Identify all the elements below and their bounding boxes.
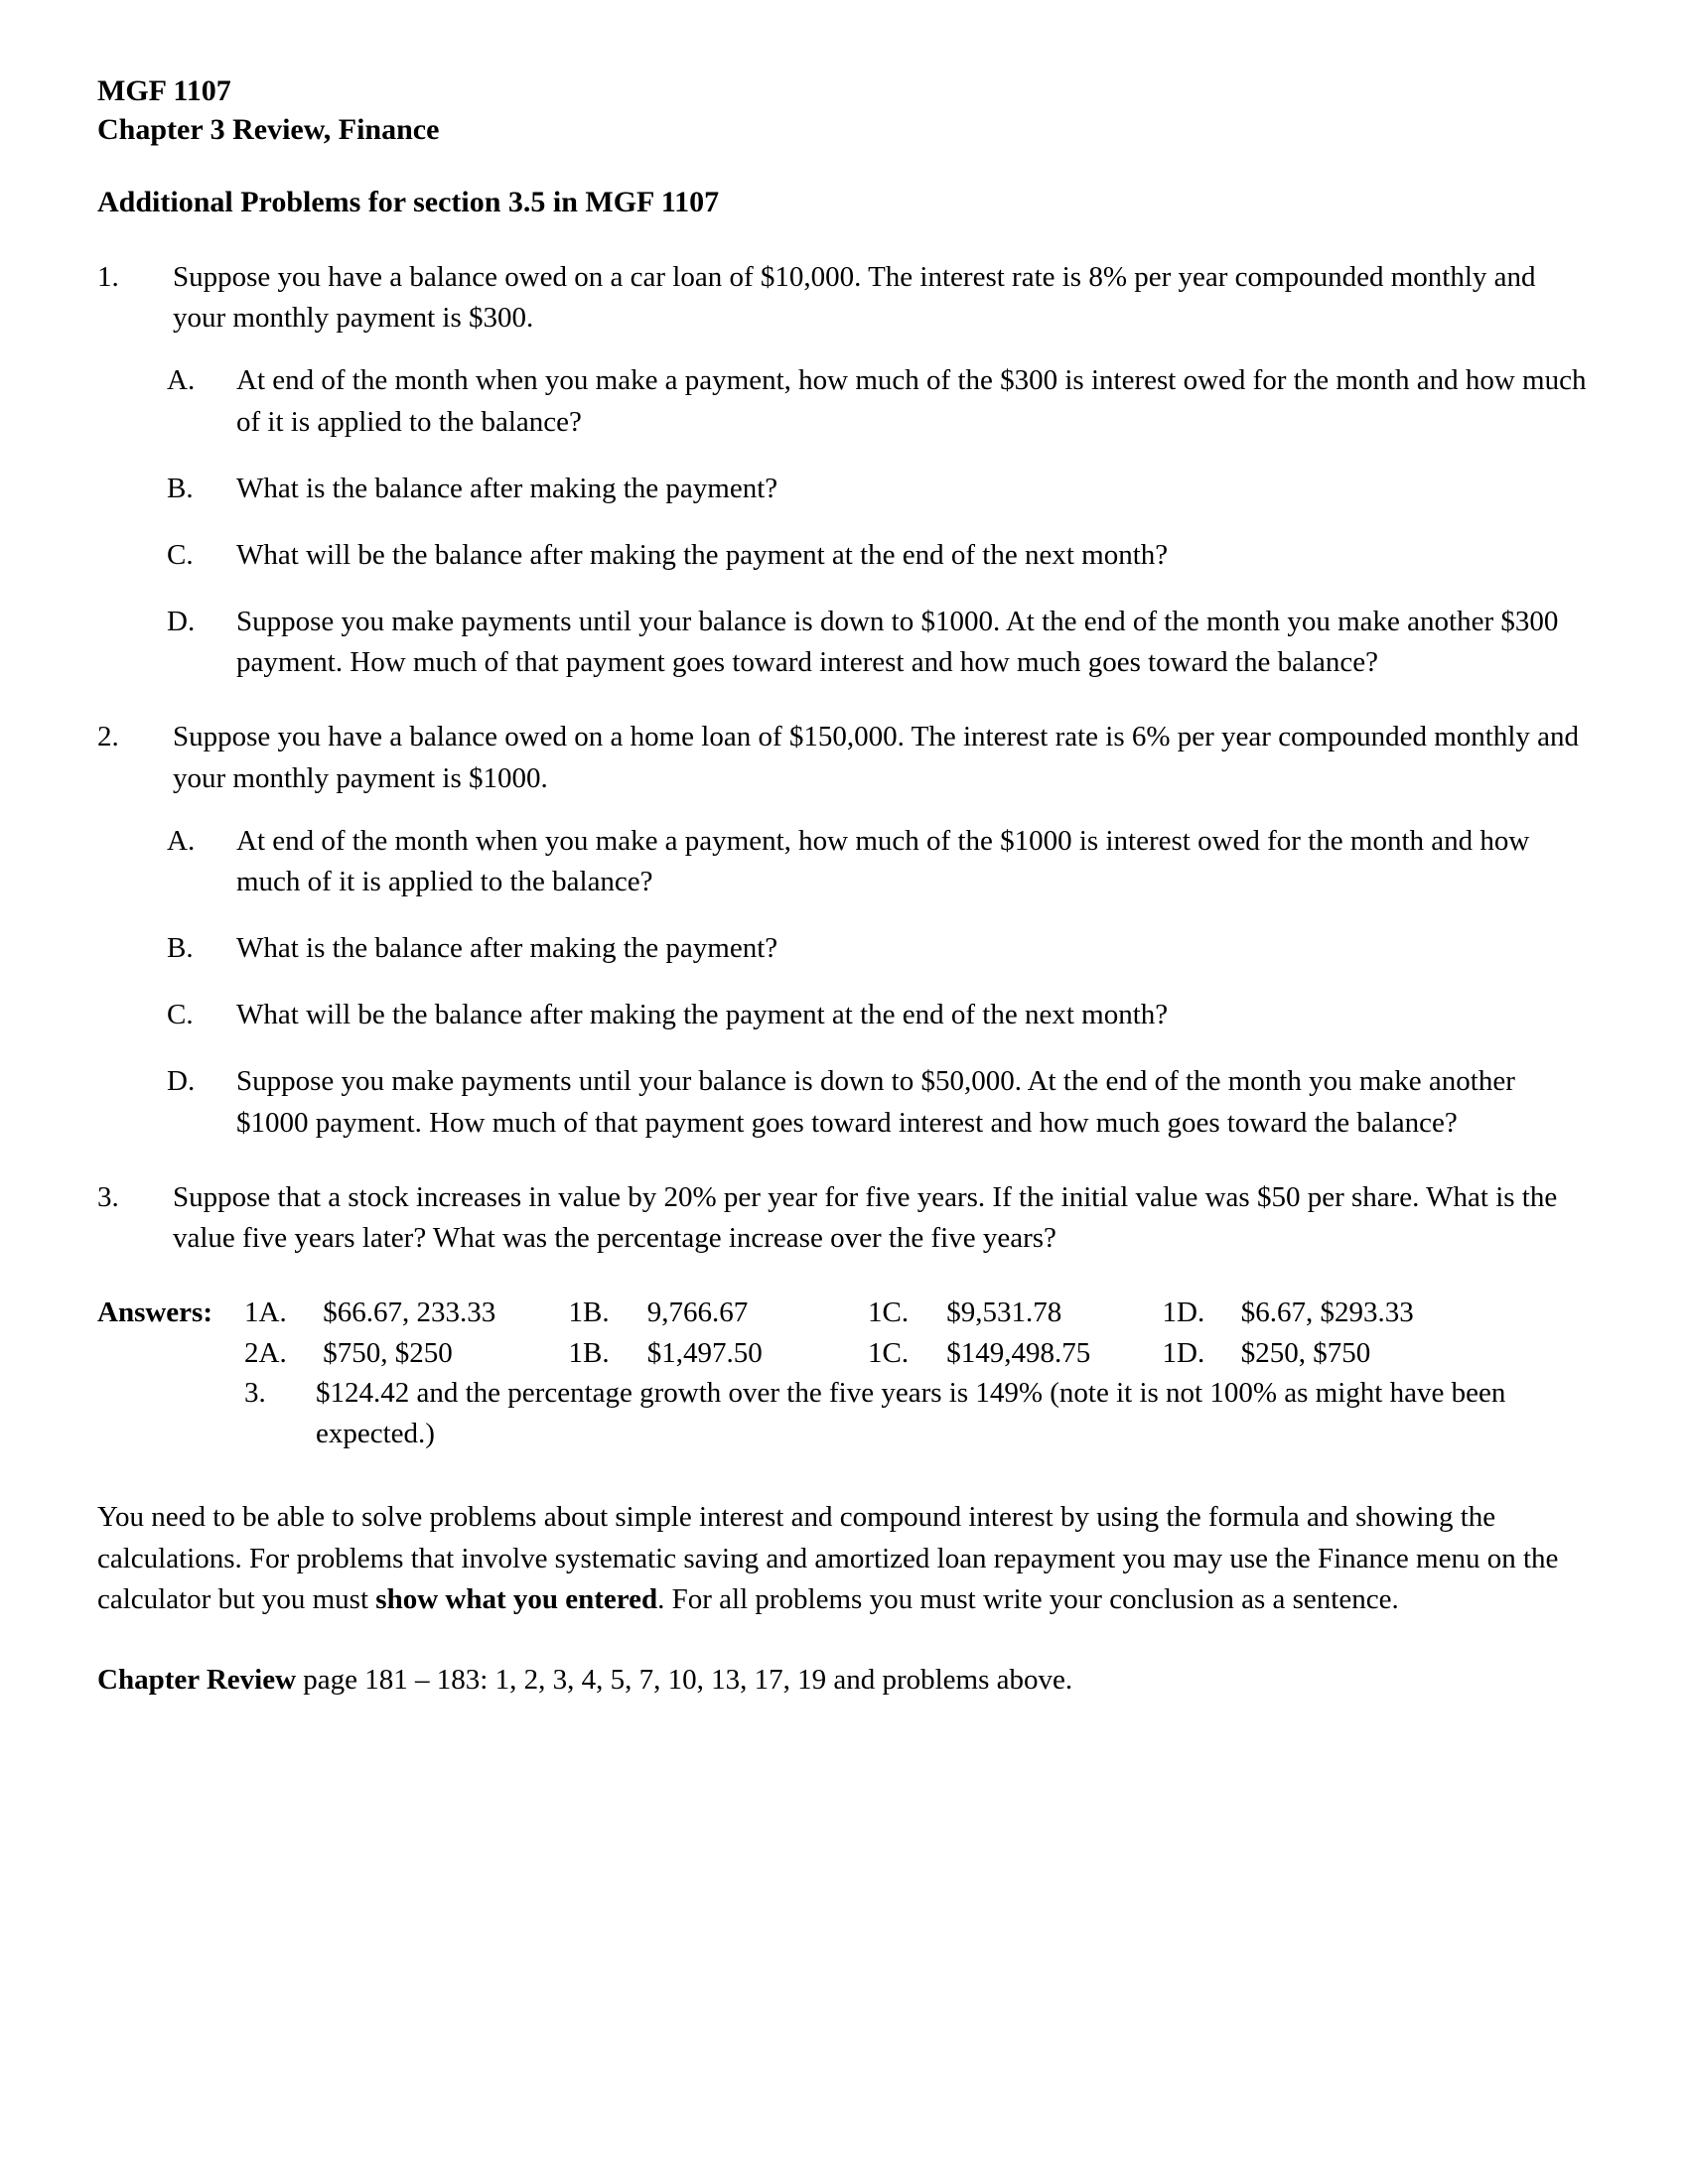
- section-heading: Additional Problems for section 3.5 in MGF 1107: [97, 186, 720, 218]
- answer-tag: 1C.: [868, 1336, 910, 1369]
- problem-1-item-b: [167, 469, 1589, 509]
- problem-text: Suppose you have a balance owed on a car loan of $10,000. The interest rate is 8% per year compounded monthly and your monthly payment is $300.: [173, 261, 1536, 335]
- problem-2-subitems: [97, 821, 1589, 1144]
- answers-block: [97, 1293, 1589, 1453]
- answers-label: Answers:: [97, 1297, 212, 1329]
- document-header: [97, 71, 1589, 149]
- problem-1-item-c: [167, 535, 1589, 576]
- subitem-letter: B.: [167, 932, 194, 965]
- subitem-text: At end of the month when you make a payment, how much of the $300 is interest owed for the month and how much of it is applied to the balance?: [236, 364, 1587, 438]
- chapter-review-lead: Chapter Review: [97, 1663, 297, 1696]
- problem-number: 2.: [97, 721, 119, 753]
- answer-tag: 3.: [244, 1377, 266, 1410]
- subitem-letter: D.: [167, 1065, 196, 1098]
- subitem-text: At end of the month when you make a payment, how much of the $1000 is interest owed for the month and how much of it is applied to the balance?: [236, 824, 1530, 897]
- closing-text-part2: . For all problems you must write your conclusion as a sentence.: [657, 1582, 1399, 1615]
- subitem-text: What is the balance after making the payment?: [236, 472, 778, 504]
- problem-1-item-a: [167, 360, 1589, 442]
- answer-tag: 1D.: [1162, 1297, 1205, 1329]
- answer-value: $9,531.78: [946, 1297, 1062, 1329]
- answers-row-1: [244, 1293, 1589, 1333]
- problem-2: [97, 717, 1589, 1143]
- chapter-review-rest: page 181 – 183: 1, 2, 3, 4, 5, 7, 10, 13, 17, 19 and problems above.: [296, 1663, 1073, 1696]
- answer-tag: 1B.: [568, 1336, 610, 1369]
- answer-tag: 1B.: [568, 1297, 610, 1329]
- problem-1-item-d: [167, 602, 1589, 683]
- problem-text: Suppose that a stock increases in value by 20% per year for five years. If the initial value was $50 per share. What is the value five years later? What was the percentage increase over the five years?: [173, 1180, 1558, 1254]
- answer-tag: 1A.: [244, 1297, 287, 1329]
- problem-2-item-d: [167, 1061, 1589, 1143]
- subitem-letter: A.: [167, 824, 196, 857]
- subitem-letter: C.: [167, 538, 194, 571]
- closing-text-part1: You need to be able to solve problems about simple interest and compound interest by using the formula and showing the calculations. For problems that involve systematic saving and amortized loan repayment you may use the Finance menu on the calculator but you must: [97, 1501, 1559, 1615]
- document-subtitle: Chapter 3 Review, Finance: [97, 113, 440, 146]
- course-code: MGF 1107: [97, 74, 231, 107]
- problem-2-item-c: [167, 995, 1589, 1035]
- closing-emphasis: show what you entered: [375, 1582, 658, 1615]
- answer-value: 9,766.67: [646, 1297, 749, 1329]
- problem-number: 3.: [97, 1180, 119, 1213]
- problem-2-item-b: [167, 928, 1589, 969]
- answer-tag: 1C.: [868, 1297, 910, 1329]
- answer-value: $1,497.50: [646, 1336, 763, 1369]
- problem-text: Suppose you have a balance owed on a home loan of $150,000. The interest rate is 6% per year compounded monthly and your monthly payment is $1000.: [173, 721, 1580, 794]
- subitem-text: Suppose you make payments until your balance is down to $1000. At the end of the month you make another $300 payment. How much of that payment goes toward interest and how much goes toward the balance?: [236, 606, 1559, 679]
- chapter-review-line: [97, 1660, 1589, 1701]
- subitem-text: What will be the balance after making the payment at the end of the next month?: [236, 999, 1169, 1031]
- answers-row-2: [244, 1333, 1589, 1374]
- answer-value: $124.42 and the percentage growth over the five years is 149% (note it is not 100% as might have been expected.): [316, 1377, 1506, 1449]
- answer-value: $66.67, 233.33: [323, 1297, 496, 1329]
- subitem-letter: A.: [167, 364, 196, 397]
- answer-tag: 2A.: [244, 1336, 287, 1369]
- subitem-letter: B.: [167, 472, 194, 504]
- answer-tag: 1D.: [1162, 1336, 1205, 1369]
- answer-value: $750, $250: [323, 1336, 453, 1369]
- subitem-text: What will be the balance after making the payment at the end of the next month?: [236, 538, 1169, 571]
- problem-2-item-a: [167, 821, 1589, 902]
- problem-1: [97, 257, 1589, 683]
- problem-1-subitems: [97, 360, 1589, 683]
- answers-row-3: [244, 1373, 1589, 1453]
- answer-value: $149,498.75: [946, 1336, 1091, 1369]
- problem-number: 1.: [97, 261, 119, 293]
- answer-value: $6.67, $293.33: [1240, 1297, 1414, 1329]
- problem-3: [97, 1177, 1589, 1259]
- answers-grid: [244, 1293, 1589, 1453]
- closing-paragraph: [97, 1497, 1589, 1620]
- subitem-text: What is the balance after making the payment?: [236, 932, 778, 965]
- answer-value: $250, $750: [1240, 1336, 1371, 1369]
- subitem-text: Suppose you make payments until your balance is down to $50,000. At the end of the month you make another $1000 payment. How much of that payment goes toward interest and how much goes toward the balance?: [236, 1065, 1515, 1139]
- subitem-letter: C.: [167, 999, 194, 1031]
- subitem-letter: D.: [167, 606, 196, 638]
